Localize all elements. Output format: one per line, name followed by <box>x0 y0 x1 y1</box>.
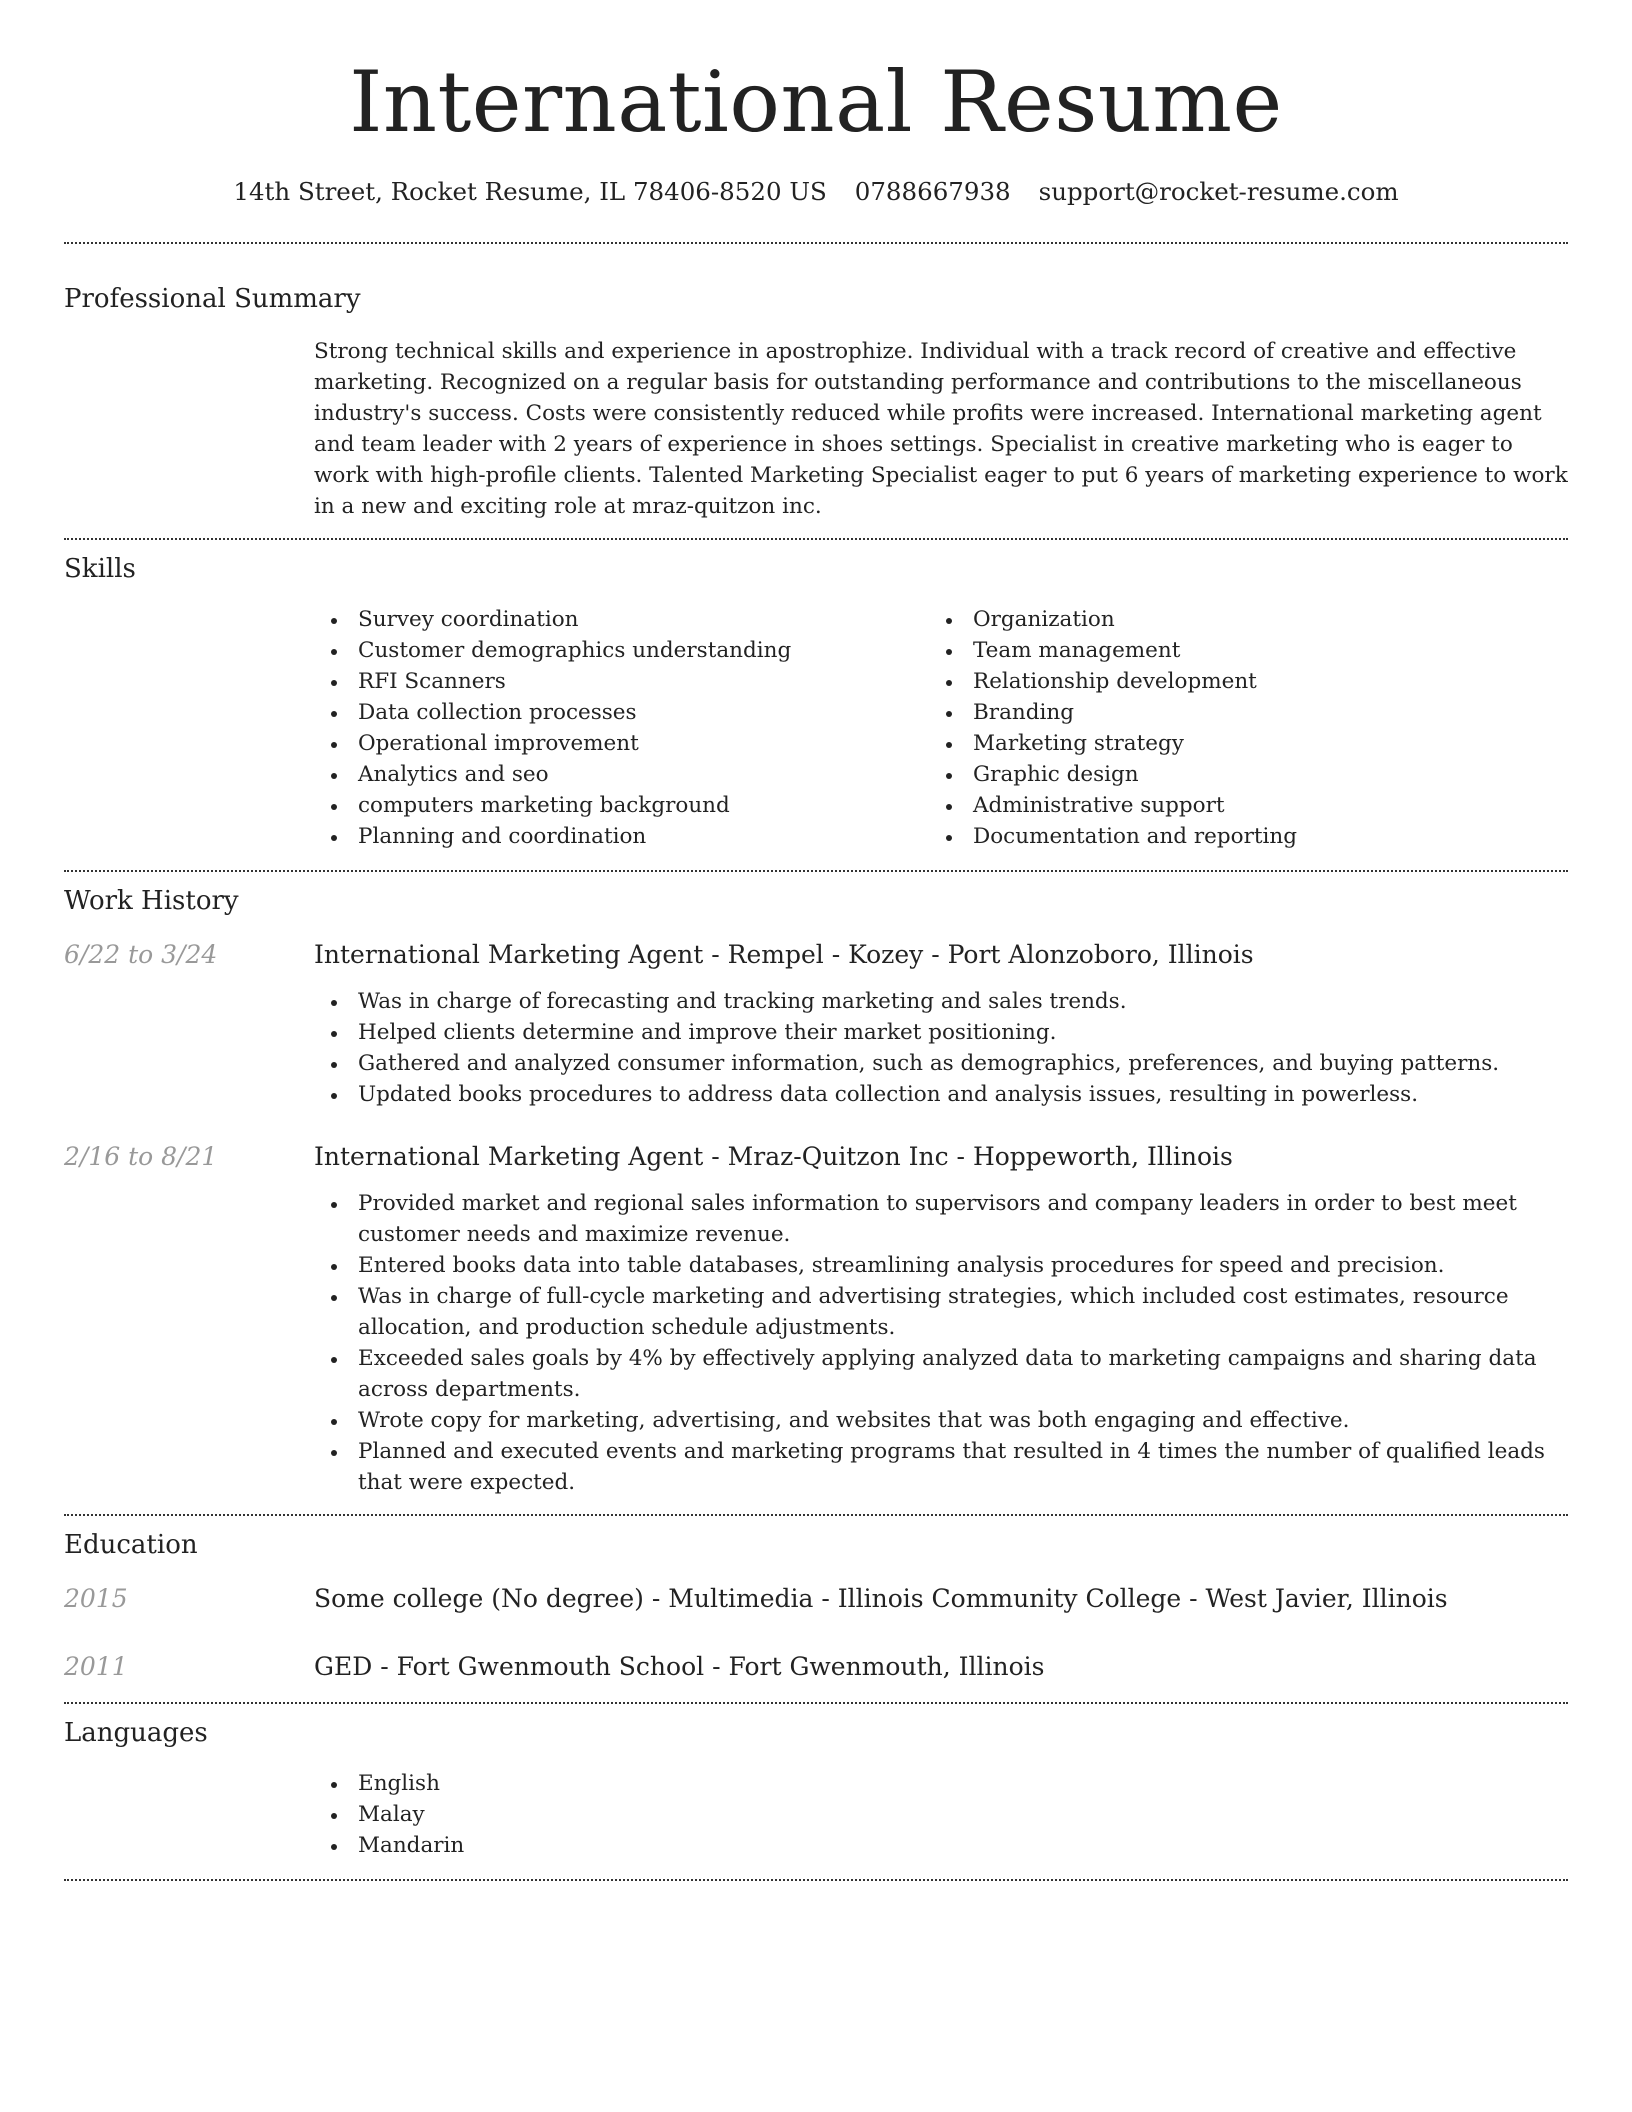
section-divider <box>64 1702 1568 1704</box>
contact-phone: 0788667938 <box>854 177 1011 206</box>
languages-section <box>64 1716 1568 1861</box>
job-heading: International Marketing Agent - Rempel - Kozey - Port Alonzoboro, Illinois <box>314 940 1254 969</box>
job-header <box>64 1140 1568 1174</box>
section-divider <box>64 538 1568 540</box>
skill-item: Organization <box>929 604 1544 635</box>
skills-title: Skills <box>64 554 136 584</box>
education-entry <box>64 1582 1568 1616</box>
duty-item: Wrote copy for marketing, advertising, and websites that was both engaging and effective. <box>314 1405 1568 1436</box>
education-year: 2015 <box>64 1584 128 1613</box>
skill-item: Survey coordination <box>314 604 929 635</box>
duty-item: Was in charge of forecasting and tracking marketing and sales trends. <box>314 986 1568 1017</box>
resume-name: International Resume <box>349 53 1283 151</box>
job-duties <box>314 986 1568 1110</box>
skills-section <box>64 552 1568 852</box>
section-divider <box>64 242 1568 244</box>
skill-item: RFI Scanners <box>314 666 929 697</box>
skill-item: Marketing strategy <box>929 728 1544 759</box>
language-item: English <box>314 1768 1568 1799</box>
section-divider <box>64 870 1568 872</box>
job-dates: 2/16 to 8/21 <box>64 1142 218 1171</box>
education-heading: GED - Fort Gwenmouth School - Fort Gwenmouth, Illinois <box>314 1652 1045 1681</box>
job-dates: 6/22 to 3/24 <box>64 940 218 969</box>
skill-item: Relationship development <box>929 666 1544 697</box>
education-title: Education <box>64 1530 198 1560</box>
skill-item: Analytics and seo <box>314 759 929 790</box>
skill-item: Customer demographics understanding <box>314 635 929 666</box>
duty-item: Was in charge of full-cycle marketing and advertising strategies, which included cost estimates, resource allocation, and production schedule adjustments. <box>314 1281 1568 1343</box>
duty-item: Provided market and regional sales information to supervisors and company leaders in order to best meet customer needs and maximize revenue. <box>314 1188 1568 1250</box>
language-item: Mandarin <box>314 1830 1568 1861</box>
section-divider <box>64 1879 1568 1881</box>
languages-list <box>314 1768 1568 1861</box>
skill-item: Administrative support <box>929 790 1544 821</box>
job-heading: International Marketing Agent - Mraz-Quitzon Inc - Hoppeworth, Illinois <box>314 1142 1233 1171</box>
job-duties <box>314 1188 1568 1498</box>
duty-item: Updated books procedures to address data collection and analysis issues, resulting in powerless. <box>314 1079 1568 1110</box>
education-entry <box>64 1650 1568 1684</box>
languages-title: Languages <box>64 1718 208 1748</box>
summary-section <box>64 282 1568 522</box>
duty-item: Gathered and analyzed consumer information, such as demographics, preferences, and buying patterns. <box>314 1048 1568 1079</box>
summary-title: Professional Summary <box>64 284 361 314</box>
education-year: 2011 <box>64 1652 128 1681</box>
duty-item: Exceeded sales goals by 4% by effectively applying analyzed data to marketing campaigns and sharing data across departments. <box>314 1343 1568 1405</box>
skills-grid <box>314 604 1568 852</box>
section-divider <box>64 1514 1568 1516</box>
summary-text: Strong technical skills and experience in apostrophize. Individual with a track record of creative and effective marketing. Recognized on a regular basis for outstanding performance and contributions to the miscellaneous industry's success. Costs were consistently reduced while profits were increased. International marketing agent and team leader with 2 years of experience in shoes settings. Specialist in creative marketing who is eager to work with high-profile clients. Talented Marketing Specialist eager to put 6 years of marketing experience to work in a new and exciting role at mraz-quitzon inc. <box>314 339 1568 519</box>
skill-item: Graphic design <box>929 759 1544 790</box>
skill-item: Planning and coordination <box>314 821 929 852</box>
contact-line <box>64 176 1568 208</box>
duty-item: Planned and executed events and marketing programs that resulted in 4 times the number of qualified leads that were expected. <box>314 1436 1568 1498</box>
skill-item: Branding <box>929 697 1544 728</box>
job-header <box>64 938 1568 972</box>
duty-item: Entered books data into table databases, streamlining analysis procedures for speed and precision. <box>314 1250 1568 1281</box>
work-title: Work History <box>64 886 239 916</box>
job-entry <box>64 938 1568 1110</box>
skill-item: computers marketing background <box>314 790 929 821</box>
education-section <box>64 1528 1568 1684</box>
skills-list-right <box>929 604 1544 852</box>
contact-address: 14th Street, Rocket Resume, IL 78406-8520 US <box>233 177 827 206</box>
resume-page <box>64 0 1568 1881</box>
job-entry <box>64 1140 1568 1498</box>
language-item: Malay <box>314 1799 1568 1830</box>
skill-item: Team management <box>929 635 1544 666</box>
duty-item: Helped clients determine and improve their market positioning. <box>314 1017 1568 1048</box>
skill-item: Operational improvement <box>314 728 929 759</box>
skill-item: Data collection processes <box>314 697 929 728</box>
skills-list-left <box>314 604 929 852</box>
work-section <box>64 884 1568 1498</box>
education-heading: Some college (No degree) - Multimedia - Illinois Community College - West Javier, Illinois <box>314 1584 1448 1613</box>
contact-email: support@rocket-resume.com <box>1038 177 1399 206</box>
skill-item: Documentation and reporting <box>929 821 1544 852</box>
